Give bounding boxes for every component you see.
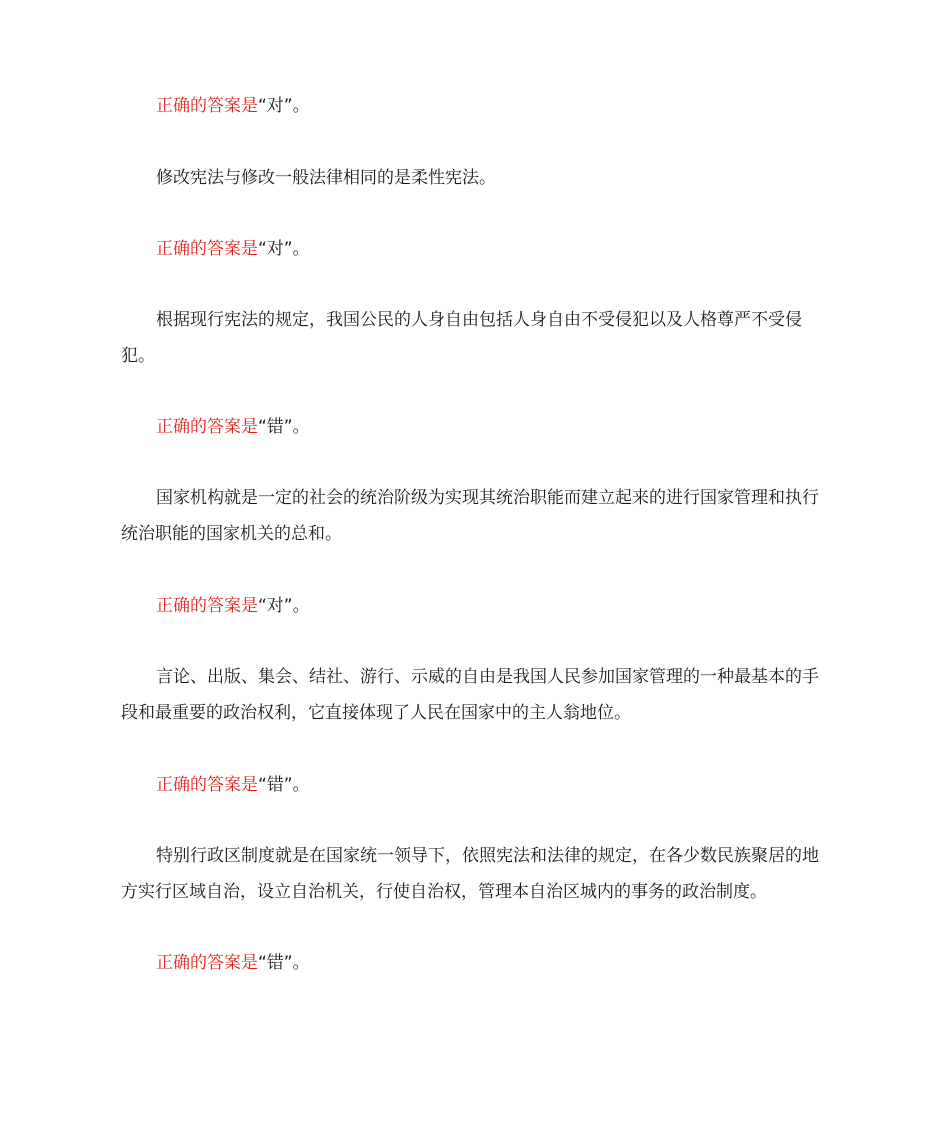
answer-value: “对”。 — [258, 239, 310, 259]
answer-line — [121, 88, 827, 124]
answer-line — [121, 945, 827, 981]
answer-value: “错”。 — [258, 953, 310, 973]
question-paragraph: 特别行政区制度就是在国家统一领导下，依照宪法和法律的规定，在各少数民族聚居的地方实行区域自治，设立自治机关，行使自治权，管理本自治区城内的事务的政治制度。 — [121, 846, 819, 902]
answer-line — [121, 409, 827, 445]
answer-label: 正确的答案是 — [156, 417, 258, 437]
question-paragraph: 国家机构就是一定的社会的统治阶级为实现其统治职能而建立起来的进行国家管理和执行统治职能的国家机关的总和。 — [121, 488, 819, 544]
answer-label: 正确的答案是 — [156, 596, 258, 616]
answer-line — [121, 231, 827, 267]
question-paragraph: 言论、出版、集会、结社、游行、示威的自由是我国人民参加国家管理的一种最基本的手段和最重要的政治权利，它直接体现了人民在国家中的主人翁地位。 — [121, 667, 819, 723]
answer-value: “对”。 — [258, 96, 310, 116]
answer-line — [121, 767, 827, 803]
answer-label: 正确的答案是 — [156, 239, 258, 259]
answer-label: 正确的答案是 — [156, 953, 258, 973]
answer-value: “错”。 — [258, 417, 310, 437]
answer-label: 正确的答案是 — [156, 96, 258, 116]
answer-value: “错”。 — [258, 775, 310, 795]
question-paragraph: 根据现行宪法的规定，我国公民的人身自由包括人身自由不受侵犯以及人格尊严不受侵犯。 — [121, 310, 802, 366]
answer-value: “对”。 — [258, 596, 310, 616]
question-paragraph: 修改宪法与修改一般法律相同的是柔性宪法。 — [156, 168, 496, 188]
answer-label: 正确的答案是 — [156, 775, 258, 795]
answer-line — [121, 588, 827, 624]
